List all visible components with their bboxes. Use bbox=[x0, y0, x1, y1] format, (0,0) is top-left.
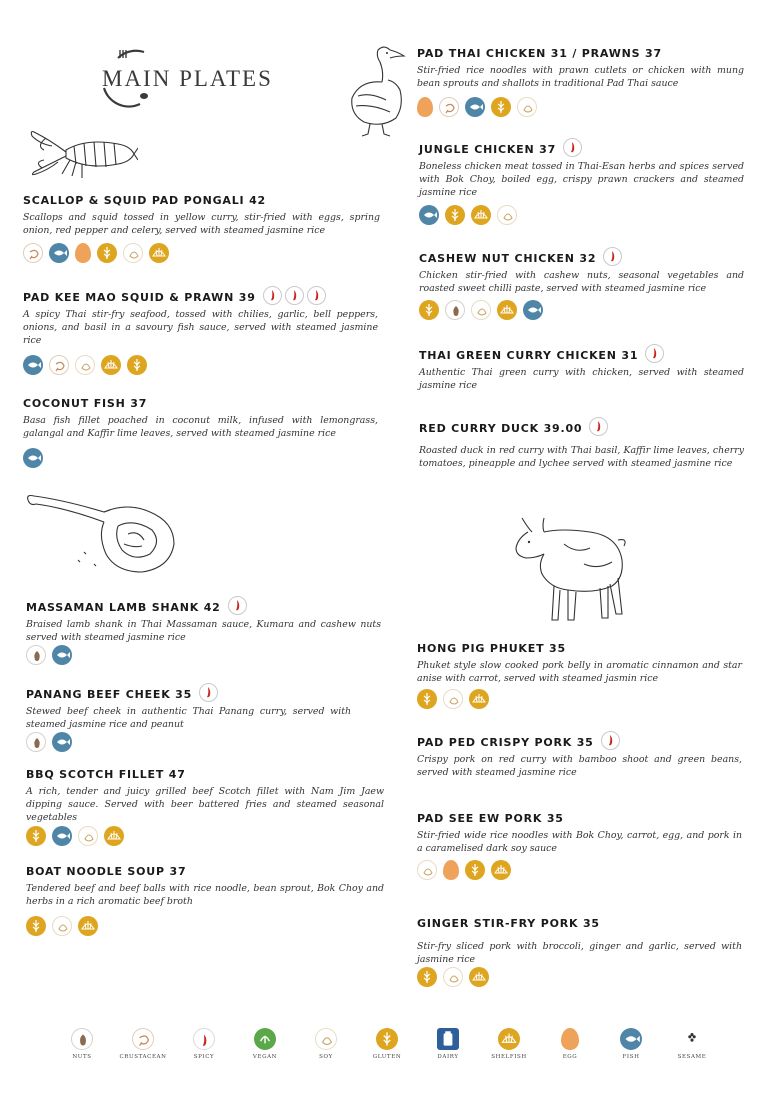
legend-item-crustacean bbox=[113, 1028, 173, 1060]
fish-icon bbox=[620, 1028, 642, 1050]
shellfish-icon bbox=[149, 243, 169, 263]
item-name: PAD KEE MAO SQUID & PRAWN 39 bbox=[23, 290, 256, 304]
item-name: THAI GREEN CURRY CHICKEN 31 bbox=[419, 348, 639, 362]
menu-item bbox=[26, 861, 384, 908]
chili-icon bbox=[589, 417, 608, 436]
item-description: Basa fish fillet poached in coconut milk, infused with lemongrass, galangal and Kaffir lime leaves, served with steamed jasmine rice bbox=[23, 415, 378, 439]
nuts-icon bbox=[26, 645, 46, 665]
fish-icon bbox=[465, 97, 485, 117]
menu-item bbox=[23, 190, 380, 237]
allergen-icons bbox=[23, 243, 169, 263]
soy-icon bbox=[497, 205, 517, 225]
item-name: JUNGLE CHICKEN 37 bbox=[419, 142, 557, 156]
legend-label: DAIRY bbox=[437, 1054, 459, 1060]
item-description: A rich, tender and juicy grilled beef Scotch fillet with Nam Jim Jaew dipping sauce. Served with beer battered fries and steamed seasonal vegetables bbox=[26, 786, 384, 823]
menu-item bbox=[417, 43, 744, 90]
fish-icon bbox=[49, 243, 69, 263]
menu-item bbox=[26, 764, 384, 824]
legend-item-egg bbox=[540, 1028, 600, 1060]
item-title bbox=[419, 248, 744, 268]
item-title bbox=[26, 597, 381, 617]
legend-label: VEGAN bbox=[252, 1054, 278, 1060]
item-description: Boneless chicken meat tossed in Thai-Esan herbs and spices served with Bok Choy, boiled egg, crispy prawn crackers and steamed jasmine rice bbox=[419, 161, 744, 198]
legend-label: SHELFISH bbox=[491, 1054, 527, 1060]
legend-label: SESAME bbox=[677, 1054, 707, 1060]
allergen-legend bbox=[52, 1028, 722, 1060]
item-title bbox=[417, 913, 742, 933]
allergen-icons bbox=[417, 97, 537, 117]
legend-item-soy bbox=[296, 1028, 356, 1060]
soy-icon bbox=[315, 1028, 337, 1050]
menu-item bbox=[417, 913, 742, 966]
gluten-icon bbox=[376, 1028, 398, 1050]
item-description: Roasted duck in red curry with Thai basil, Kaffir lime leaves, cherry tomatoes, pineapple and lychee served with steamed jasmine rice bbox=[419, 445, 744, 469]
soy-icon bbox=[417, 860, 437, 880]
fish-icon bbox=[419, 205, 439, 225]
item-name: PAD THAI CHICKEN 31 / PRAWNS 37 bbox=[417, 46, 662, 60]
fish-icon bbox=[52, 826, 72, 846]
item-name: BBQ SCOTCH FILLET 47 bbox=[26, 767, 186, 781]
item-title bbox=[26, 684, 351, 704]
item-title bbox=[23, 190, 380, 210]
item-description: Phuket style slow cooked pork belly in aromatic cinnamon and star anise with carrot, served with steamed jasmin rice bbox=[417, 660, 742, 684]
fish-icon bbox=[52, 645, 72, 665]
shellfish-icon bbox=[101, 355, 121, 375]
item-title bbox=[417, 638, 742, 658]
legend-item-vegan bbox=[235, 1028, 295, 1060]
menu-item bbox=[23, 393, 378, 440]
legend-item-sesame bbox=[662, 1028, 722, 1060]
soy-icon bbox=[123, 243, 143, 263]
allergen-icons bbox=[417, 967, 489, 987]
menu-item bbox=[419, 345, 744, 392]
egg-icon bbox=[561, 1028, 578, 1050]
crustacean-icon bbox=[439, 97, 459, 117]
allergen-icons bbox=[26, 732, 72, 752]
item-title bbox=[417, 43, 744, 63]
chili-icon bbox=[563, 138, 582, 157]
menu-item bbox=[417, 808, 742, 855]
item-name: BOAT NOODLE SOUP 37 bbox=[26, 864, 187, 878]
gluten-icon bbox=[26, 826, 46, 846]
item-name: PAD SEE EW PORK 35 bbox=[417, 811, 564, 825]
egg-icon bbox=[443, 860, 459, 880]
item-title bbox=[417, 808, 742, 828]
menu-item bbox=[419, 418, 744, 470]
vegan-icon bbox=[254, 1028, 276, 1050]
nuts-icon bbox=[26, 732, 46, 752]
allergen-icons bbox=[26, 826, 124, 846]
allergen-icons bbox=[26, 645, 72, 665]
legend-item-gluten bbox=[357, 1028, 417, 1060]
crustacean-icon bbox=[23, 243, 43, 263]
item-description: Authentic Thai green curry with chicken, served with steamed jasmine rice bbox=[419, 367, 744, 391]
item-name: CASHEW NUT CHICKEN 32 bbox=[419, 251, 597, 265]
egg-icon bbox=[75, 243, 91, 263]
shellfish-icon bbox=[469, 689, 489, 709]
allergen-icons bbox=[419, 300, 543, 320]
item-name: GINGER STIR-FRY PORK 35 bbox=[417, 916, 600, 930]
item-title bbox=[26, 861, 384, 881]
item-description: Stir-fry sliced pork with broccoli, ginger and garlic, served with jasmine rice bbox=[417, 941, 742, 965]
allergen-icons bbox=[26, 916, 98, 936]
gluten-icon bbox=[417, 967, 437, 987]
soy-icon bbox=[75, 355, 95, 375]
item-description: Crispy pork on red curry with bamboo shoot and green beans, served with steamed jasmine rice bbox=[417, 754, 742, 778]
menu-item bbox=[23, 287, 378, 347]
gluten-icon bbox=[97, 243, 117, 263]
item-name: PANANG BEEF CHEEK 35 bbox=[26, 687, 193, 701]
fish-icon bbox=[523, 300, 543, 320]
duck-sketch-icon bbox=[346, 42, 408, 138]
soy-icon bbox=[517, 97, 537, 117]
item-description: Scallops and squid tossed in yellow curry, stir-fried with eggs, spring onion, red pepper and celery, served with steamed jasmine rice bbox=[23, 212, 380, 236]
item-description: Tendered beef and beef balls with rice noodle, bean sprout, Bok Choy and herbs in a rich aromatic beef broth bbox=[26, 883, 384, 907]
item-description: Stewed beef cheek in authentic Thai Panang curry, served with steamed jasmine rice and peanut bbox=[26, 706, 351, 730]
item-description: Braised lamb shank in Thai Massaman sauce, Kumara and cashew nuts served with steamed jasmine rice bbox=[26, 619, 381, 643]
legend-label: CRUSTACEAN bbox=[119, 1054, 167, 1060]
soy-icon bbox=[443, 689, 463, 709]
item-title bbox=[26, 764, 384, 784]
soy-icon bbox=[443, 967, 463, 987]
nuts-icon bbox=[445, 300, 465, 320]
allergen-icons bbox=[417, 689, 489, 709]
shellfish-icon bbox=[491, 860, 511, 880]
item-name: COCONUT FISH 37 bbox=[23, 396, 148, 410]
chili-icon bbox=[228, 596, 247, 615]
main-plates-logo bbox=[96, 48, 286, 110]
gluten-icon bbox=[491, 97, 511, 117]
chili-icon bbox=[603, 247, 622, 266]
allergen-icons bbox=[23, 355, 147, 375]
gluten-icon bbox=[26, 916, 46, 936]
spicy-icon bbox=[193, 1028, 215, 1050]
chili-icon bbox=[199, 683, 218, 702]
chili-icon bbox=[645, 344, 664, 363]
fish-icon bbox=[52, 732, 72, 752]
legend-item-shellfish bbox=[479, 1028, 539, 1060]
legend-item-spicy bbox=[174, 1028, 234, 1060]
soy-icon bbox=[471, 300, 491, 320]
shellfish-icon bbox=[498, 1028, 520, 1050]
lobster-sketch-icon bbox=[26, 124, 138, 180]
item-description: Stir-fried rice noodles with prawn cutlets or chicken with mung bean sprouts and shallots in traditional Pad Thai sauce bbox=[417, 65, 744, 89]
chili-icon bbox=[285, 286, 304, 305]
sesame-icon bbox=[681, 1028, 703, 1050]
legend-label: FISH bbox=[622, 1054, 640, 1060]
pig-sketch-icon bbox=[514, 514, 630, 626]
menu-item bbox=[419, 248, 744, 295]
item-name: SCALLOP & SQUID PAD PONGALI 42 bbox=[23, 193, 266, 207]
allergen-icons bbox=[417, 860, 511, 880]
menu-item bbox=[26, 684, 351, 731]
shellfish-icon bbox=[471, 205, 491, 225]
item-name: RED CURRY DUCK 39.00 bbox=[419, 421, 583, 435]
lamb-shank-sketch-icon bbox=[24, 492, 180, 580]
item-name: PAD PED CRISPY PORK 35 bbox=[417, 735, 594, 749]
item-title bbox=[23, 287, 378, 307]
legend-label: NUTS bbox=[72, 1054, 92, 1060]
gluten-icon bbox=[127, 355, 147, 375]
menu-item bbox=[417, 638, 742, 685]
gluten-icon bbox=[419, 300, 439, 320]
shellfish-icon bbox=[104, 826, 124, 846]
item-title bbox=[23, 393, 378, 413]
dairy-icon bbox=[437, 1028, 459, 1050]
crustacean-icon bbox=[132, 1028, 154, 1050]
legend-label: EGG bbox=[562, 1054, 578, 1060]
allergen-icons bbox=[419, 205, 517, 225]
legend-label: SOY bbox=[319, 1054, 333, 1060]
nuts-icon bbox=[71, 1028, 93, 1050]
item-description: Stir-fried wide rice noodles with Bok Choy, carrot, egg, and pork in a caramelised dark soy sauce bbox=[417, 830, 742, 854]
menu-item bbox=[419, 139, 744, 199]
crustacean-icon bbox=[49, 355, 69, 375]
egg-icon bbox=[417, 97, 433, 117]
menu-item bbox=[417, 732, 742, 779]
item-name: MASSAMAN LAMB SHANK 42 bbox=[26, 600, 221, 614]
allergen-icons bbox=[23, 448, 43, 468]
legend-item-fish bbox=[601, 1028, 661, 1060]
legend-item-dairy bbox=[418, 1028, 478, 1060]
item-title bbox=[417, 732, 742, 752]
soy-icon bbox=[52, 916, 72, 936]
shellfish-icon bbox=[469, 967, 489, 987]
chili-icon bbox=[263, 286, 282, 305]
legend-label: GLUTEN bbox=[372, 1054, 402, 1060]
gluten-icon bbox=[445, 205, 465, 225]
chili-icon bbox=[307, 286, 326, 305]
legend-item-nuts bbox=[52, 1028, 112, 1060]
item-name: HONG PIG PHUKET 35 bbox=[417, 641, 566, 655]
item-title bbox=[419, 345, 744, 365]
chili-icon bbox=[601, 731, 620, 750]
fish-icon bbox=[23, 355, 43, 375]
menu-item bbox=[26, 597, 381, 644]
shellfish-icon bbox=[497, 300, 517, 320]
item-title bbox=[419, 418, 744, 438]
gluten-icon bbox=[417, 689, 437, 709]
gluten-icon bbox=[465, 860, 485, 880]
fish-icon bbox=[23, 448, 43, 468]
item-description: A spicy Thai stir-fry seafood, tossed with chilies, garlic, bell peppers, onions, and basil in a savoury fish sauce, served with steamed jasmine rice bbox=[23, 309, 378, 346]
page-title: MAIN PLATES bbox=[102, 66, 273, 91]
shellfish-icon bbox=[78, 916, 98, 936]
legend-label: SPICY bbox=[193, 1054, 215, 1060]
item-title bbox=[419, 139, 744, 159]
soy-icon bbox=[78, 826, 98, 846]
item-description: Chicken stir-fried with cashew nuts, seasonal vegetables and roasted sweet chilli paste, served with steamed jasmine rice bbox=[419, 270, 744, 294]
